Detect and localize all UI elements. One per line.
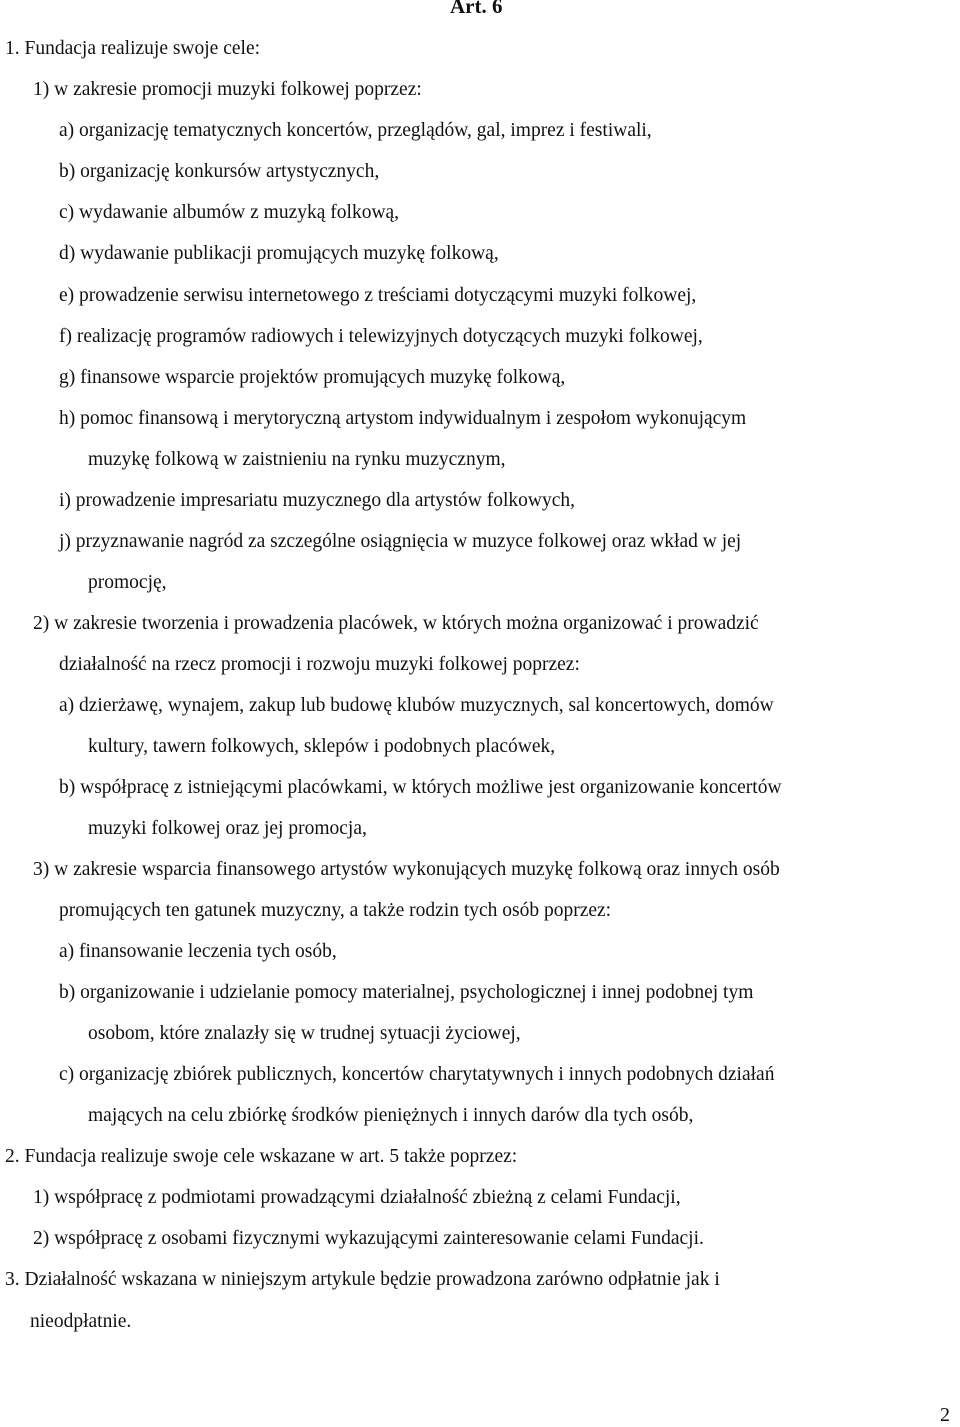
point-2-continuation: działalność na rzecz promocji i rozwoju muzyki folkowej poprzez: bbox=[59, 654, 580, 675]
point-2-heading: 2) w zakresie tworzenia i prowadzenia placówek, w których można organizować i prowadzić bbox=[33, 613, 759, 634]
list-item: g) finansowe wsparcie projektów promujących muzykę folkową, bbox=[59, 367, 566, 388]
list-item: b) organizowanie i udzielanie pomocy materialnej, psychologicznej i innej podobnej tym bbox=[59, 982, 754, 1003]
article-title: Art. 6 bbox=[450, 0, 503, 18]
point-3-heading: 3) w zakresie wsparcia finansowego artystów wykonujących muzykę folkową oraz innych osób bbox=[33, 859, 780, 880]
list-item: b) organizację konkursów artystycznych, bbox=[59, 161, 380, 182]
list-item-continuation: osobom, które znalazły się w trudnej sytuacji życiowej, bbox=[88, 1023, 521, 1044]
list-item: c) wydawanie albumów z muzyką folkową, bbox=[59, 202, 400, 223]
point-3-continuation: promujących ten gatunek muzyczny, a także rodzin tych osób poprzez: bbox=[59, 900, 612, 921]
list-item-continuation: kultury, tawern folkowych, sklepów i podobnych placówek, bbox=[88, 736, 556, 757]
paragraph-1-heading: 1. Fundacja realizuje swoje cele: bbox=[5, 38, 261, 59]
page-number: 2 bbox=[940, 1404, 950, 1426]
list-item: i) prowadzenie impresariatu muzycznego dla artystów folkowych, bbox=[59, 490, 576, 511]
list-item: b) współpracę z istniejącymi placówkami, w których możliwe jest organizowanie koncertów bbox=[59, 777, 782, 798]
list-item: h) pomoc finansową i merytoryczną artystom indywidualnym i zespołom wykonującym bbox=[59, 408, 747, 429]
list-item: e) prowadzenie serwisu internetowego z treściami dotyczącymi muzyki folkowej, bbox=[59, 285, 697, 306]
list-item: a) dzierżawę, wynajem, zakup lub budowę klubów muzycznych, sal koncertowych, domów bbox=[59, 695, 774, 716]
list-item: d) wydawanie publikacji promujących muzykę folkową, bbox=[59, 243, 499, 264]
paragraph-3-continuation: nieodpłatnie. bbox=[30, 1311, 132, 1332]
paragraph-2-heading: 2. Fundacja realizuje swoje cele wskazane w art. 5 także poprzez: bbox=[5, 1146, 518, 1167]
list-item: j) przyznawanie nagród za szczególne osiągnięcia w muzyce folkowej oraz wkład w jej bbox=[59, 531, 742, 552]
list-item: a) finansowanie leczenia tych osób, bbox=[59, 941, 337, 962]
list-item: 1) współpracę z podmiotami prowadzącymi działalność zbieżną z celami Fundacji, bbox=[33, 1187, 681, 1208]
paragraph-3: 3. Działalność wskazana w niniejszym artykule będzie prowadzona zarówno odpłatnie jak i bbox=[5, 1269, 720, 1290]
list-item: c) organizację zbiórek publicznych, koncertów charytatywnych i innych podobnych działań bbox=[59, 1064, 775, 1085]
list-item-continuation: mających na celu zbiórkę środków pieniężnych i innych darów dla tych osób, bbox=[88, 1105, 694, 1126]
list-item-continuation: promocję, bbox=[88, 572, 167, 593]
list-item: 2) współpracę z osobami fizycznymi wykazującymi zainteresowanie celami Fundacji. bbox=[33, 1228, 704, 1249]
list-item-continuation: muzyki folkowej oraz jej promocja, bbox=[88, 818, 367, 839]
list-item: a) organizację tematycznych koncertów, przeglądów, gal, imprez i festiwali, bbox=[59, 120, 652, 141]
list-item: f) realizację programów radiowych i telewizyjnych dotyczących muzyki folkowej, bbox=[59, 326, 703, 347]
list-item-continuation: muzykę folkową w zaistnieniu na rynku muzycznym, bbox=[88, 449, 506, 470]
point-1-heading: 1) w zakresie promocji muzyki folkowej poprzez: bbox=[33, 79, 422, 100]
